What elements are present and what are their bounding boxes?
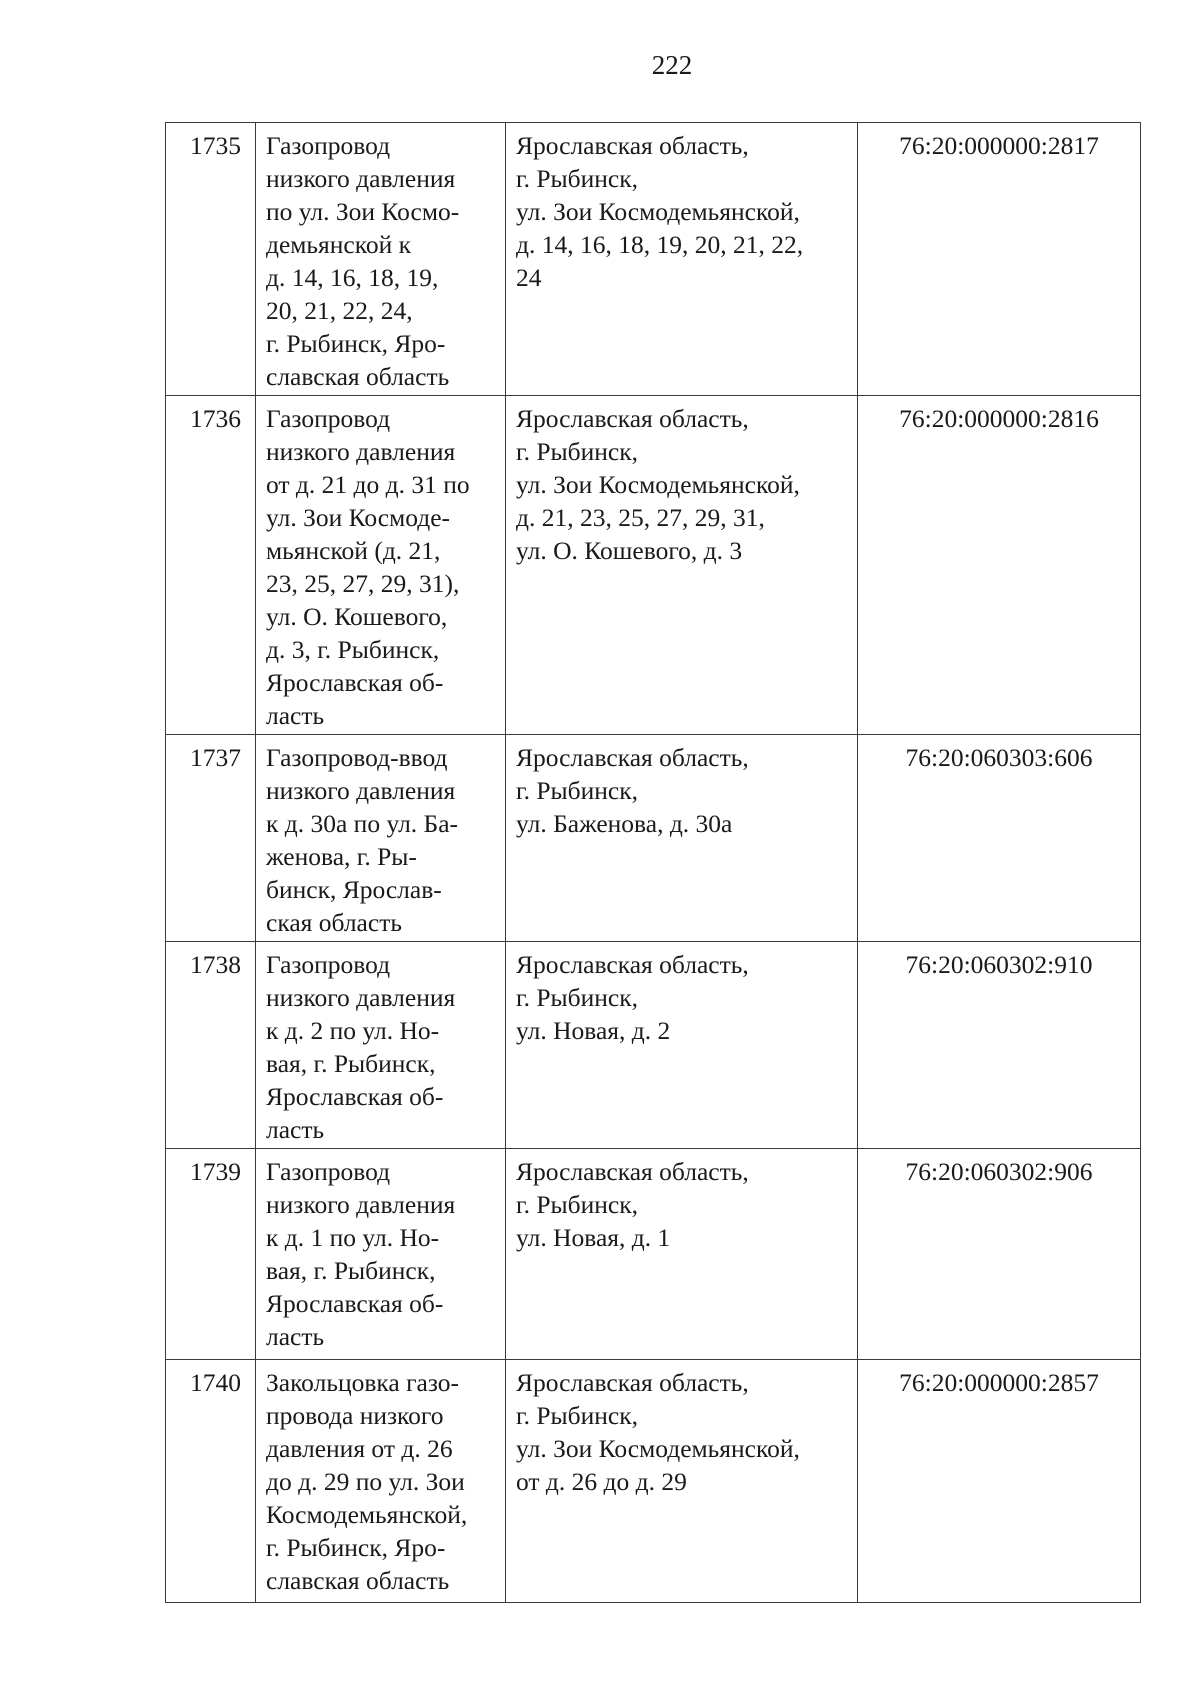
- table-row: [166, 1149, 1141, 1360]
- cadastral-number: 76:20:060303:606: [858, 735, 1141, 942]
- row-number: 1735: [166, 123, 256, 396]
- cadastral-number: 76:20:000000:2817: [858, 123, 1141, 396]
- object-address: Ярославская область, г. Рыбинск, ул. Баженова, д. 30а: [506, 735, 858, 942]
- table-row: [166, 735, 1141, 942]
- row-number: 1739: [166, 1149, 256, 1360]
- table-row: [166, 396, 1141, 735]
- object-address: Ярославская область, г. Рыбинск, ул. Зои Космодемьянской, от д. 26 до д. 29: [506, 1360, 858, 1603]
- object-address: Ярославская область, г. Рыбинск, ул. Новая, д. 2: [506, 942, 858, 1149]
- table-row: [166, 1360, 1141, 1603]
- object-name: Газопровод-ввод низкого давления к д. 30а по ул. Ба- женова, г. Ры- бинск, Ярослав- ская область: [256, 735, 506, 942]
- object-name: Газопровод низкого давления по ул. Зои Космо- демьянской к д. 14, 16, 18, 19, 20, 21, 22, 24, г. Рыбинск, Яро- славская область: [256, 123, 506, 396]
- object-address: Ярославская область, г. Рыбинск, ул. Зои Космодемьянской, д. 21, 23, 25, 27, 29, 31, ул. О. Кошевого, д. 3: [506, 396, 858, 735]
- cadastral-number: 76:20:060302:906: [858, 1149, 1141, 1360]
- row-number: 1736: [166, 396, 256, 735]
- page-number: 222: [651, 50, 693, 80]
- row-number: 1737: [166, 735, 256, 942]
- cadastral-number: 76:20:060302:910: [858, 942, 1141, 1149]
- cadastral-number: 76:20:000000:2857: [858, 1360, 1141, 1603]
- object-address: Ярославская область, г. Рыбинск, ул. Зои Космодемьянской, д. 14, 16, 18, 19, 20, 21, 22, 24: [506, 123, 858, 396]
- object-name: Газопровод низкого давления к д. 2 по ул. Но- вая, г. Рыбинск, Ярославская об- ласть: [256, 942, 506, 1149]
- object-address: Ярославская область, г. Рыбинск, ул. Новая, д. 1: [506, 1149, 858, 1360]
- table-row: [166, 942, 1141, 1149]
- row-number: 1738: [166, 942, 256, 1149]
- row-number: 1740: [166, 1360, 256, 1603]
- registry-table: [165, 122, 1141, 1603]
- object-name: Закольцовка газо- провода низкого давления от д. 26 до д. 29 по ул. Зои Космодемьянской, г. Рыбинск, Яро- славская область: [256, 1360, 506, 1603]
- cadastral-number: 76:20:000000:2816: [858, 396, 1141, 735]
- table-row: [166, 123, 1141, 396]
- object-name: Газопровод низкого давления к д. 1 по ул. Но- вая, г. Рыбинск, Ярославская об- ласть: [256, 1149, 506, 1360]
- object-name: Газопровод низкого давления от д. 21 до д. 31 по ул. Зои Космоде- мьянской (д. 21, 23, 25, 27, 29, 31), ул. О. Кошевого, д. 3, г. Рыбинск, Ярославская об- ласть: [256, 396, 506, 735]
